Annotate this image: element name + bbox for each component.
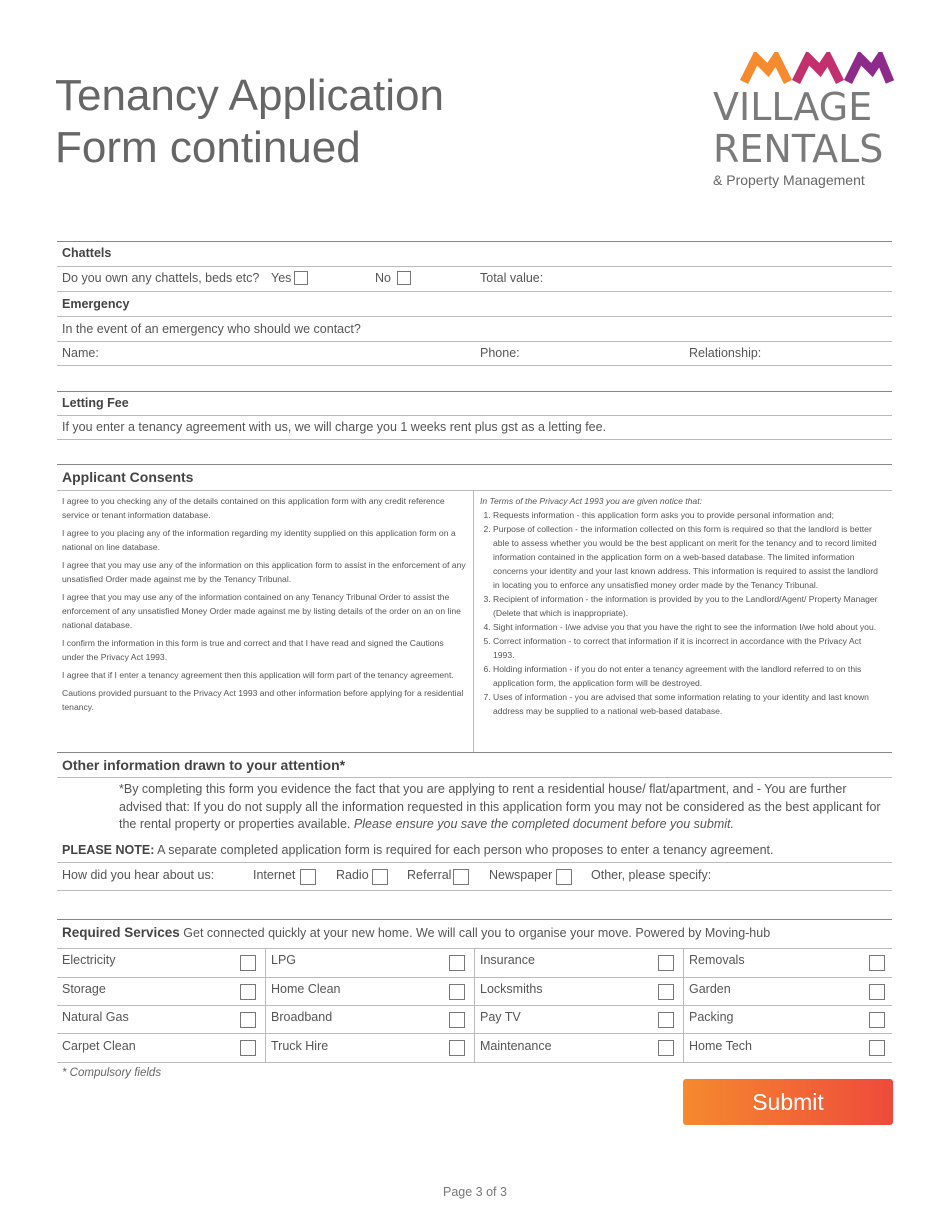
service-home-tech-checkbox[interactable] bbox=[869, 1040, 885, 1056]
please-note-text: A separate completed application form is required for each person who proposes to enter a tenancy agreement. bbox=[157, 843, 774, 857]
service-label: Garden bbox=[689, 982, 731, 996]
service-label: Storage bbox=[62, 982, 106, 996]
consent-item: I agree that you may use any of the information contained on any Tenancy Tribunal Order to assist the enforcement of any unsatisfied Money Order made against me by listing details of the order on an on line national database. bbox=[62, 592, 461, 630]
divider bbox=[57, 464, 892, 465]
divider bbox=[57, 919, 892, 920]
service-label: Removals bbox=[689, 953, 745, 967]
service-label: Natural Gas bbox=[62, 1010, 129, 1024]
divider bbox=[57, 862, 892, 863]
emergency-phone-input[interactable] bbox=[520, 343, 680, 363]
divider bbox=[57, 316, 892, 317]
other-info-heading: Other information drawn to your attention* bbox=[62, 757, 346, 773]
divider bbox=[57, 391, 892, 392]
emergency-relationship-label: Relationship: bbox=[689, 346, 762, 360]
privacy-notice bbox=[480, 494, 885, 718]
service-insurance-checkbox[interactable] bbox=[658, 955, 674, 971]
page-title-line1: Tenancy Application bbox=[55, 71, 444, 120]
page-title-line2: Form continued bbox=[55, 123, 361, 172]
page-title bbox=[55, 70, 444, 174]
divider bbox=[57, 977, 892, 978]
service-label: Electricity bbox=[62, 953, 116, 967]
divider bbox=[57, 439, 892, 440]
service-natural-gas-checkbox[interactable] bbox=[240, 1012, 256, 1028]
service-maintenance-checkbox[interactable] bbox=[658, 1040, 674, 1056]
service-label: Home Tech bbox=[689, 1039, 752, 1053]
please-note bbox=[62, 843, 774, 857]
emergency-name-input[interactable] bbox=[100, 343, 470, 363]
privacy-item: 4. Sight information - I/we advise you that you have the right to see the information I/we hold about you. bbox=[493, 620, 885, 634]
divider bbox=[57, 1062, 892, 1063]
service-packing-checkbox[interactable] bbox=[869, 1012, 885, 1028]
service-garden-checkbox[interactable] bbox=[869, 984, 885, 1000]
divider bbox=[57, 365, 892, 366]
privacy-item: 7. Uses of information - you are advised that some information relating to your identity and last known address may be supplied to a national web-based database. bbox=[493, 690, 885, 718]
required-services-header bbox=[62, 925, 770, 940]
divider bbox=[57, 266, 892, 267]
divider bbox=[57, 1005, 892, 1006]
service-label: Packing bbox=[689, 1010, 734, 1024]
consents-list bbox=[62, 494, 467, 718]
chattels-question: Do you own any chattels, beds etc? bbox=[62, 271, 260, 285]
emergency-heading: Emergency bbox=[62, 297, 130, 311]
divider bbox=[57, 341, 892, 342]
page-number: Page 3 of 3 bbox=[443, 1185, 507, 1199]
chattels-heading: Chattels bbox=[62, 246, 112, 260]
divider bbox=[57, 777, 892, 778]
hear-internet-label: Internet bbox=[253, 868, 296, 882]
consent-item: I agree that if I enter a tenancy agreement then this application will form part of the tenancy agreement. bbox=[62, 670, 454, 680]
divider bbox=[57, 890, 892, 891]
emergency-phone-label: Phone: bbox=[480, 346, 520, 360]
hear-radio-checkbox[interactable] bbox=[372, 869, 388, 885]
service-label: Locksmiths bbox=[480, 982, 543, 996]
service-truck-hire-checkbox[interactable] bbox=[449, 1040, 465, 1056]
emergency-question: In the event of an emergency who should we contact? bbox=[62, 322, 361, 336]
chattels-yes-checkbox[interactable] bbox=[294, 271, 308, 285]
service-label: LPG bbox=[271, 953, 297, 967]
chattels-no-label: No bbox=[375, 271, 391, 285]
service-locksmiths-checkbox[interactable] bbox=[658, 984, 674, 1000]
privacy-item: 1. Requests information - this application form asks you to provide personal information and; bbox=[493, 508, 885, 522]
hear-internet-checkbox[interactable] bbox=[300, 869, 316, 885]
service-label: Insurance bbox=[480, 953, 535, 967]
service-label: Home Clean bbox=[271, 982, 341, 996]
service-lpg-checkbox[interactable] bbox=[449, 955, 465, 971]
divider bbox=[57, 241, 892, 242]
column-divider bbox=[473, 490, 474, 752]
company-logo bbox=[705, 52, 900, 192]
required-services-subtext: Get connected quickly at your new home. We will call you to organise your move. Powered by Moving-hub bbox=[183, 926, 771, 940]
consent-item: I agree to you placing any of the information regarding my identity supplied on this application form on a national on line database. bbox=[62, 528, 456, 552]
service-label: Broadband bbox=[271, 1010, 333, 1024]
emergency-name-label: Name: bbox=[62, 346, 99, 360]
service-broadband-checkbox[interactable] bbox=[449, 1012, 465, 1028]
service-pay-tv-checkbox[interactable] bbox=[658, 1012, 674, 1028]
consent-item: I confirm the information in this form is true and correct and that I have read and signed the Cautions under the Privacy Act 1993. bbox=[62, 638, 444, 662]
service-storage-checkbox[interactable] bbox=[240, 984, 256, 1000]
logo-word-rentals: RENTALS bbox=[713, 127, 884, 171]
roof-icon bbox=[740, 52, 930, 88]
save-reminder: Please ensure you save the completed document before you submit. bbox=[353, 817, 734, 831]
logo-word-village: VILLAGE bbox=[713, 85, 873, 129]
logo-subtitle: & Property Management bbox=[713, 172, 865, 188]
letting-fee-text: If you enter a tenancy agreement with us, we will charge you 1 weeks rent plus gst as a letting fee. bbox=[62, 420, 607, 434]
divider bbox=[57, 490, 892, 491]
other-info-text: *By completing this form you evidence the fact that you are applying to rent a residential house/ flat/apartment, and - You are further advised that: If you do not supply all the information requested in this application form you may not be considered as the best applicant for the rental property or properties available. bbox=[119, 782, 881, 831]
privacy-item: 2. Purpose of collection - the information collected on this form is required so that the landlord is better able to assess whether you would be the best applicant on merit for the tenancy and to record limited information contained in the application form on a web-based database. The limited information concerns your identity and your last known address. This information is required to assist the landlord in locating you to enforce any unsatisfied money order made by the Tenancy Tribunal. bbox=[493, 522, 885, 592]
other-specify-label: Other, please specify: bbox=[591, 868, 712, 882]
divider bbox=[57, 291, 892, 292]
divider bbox=[57, 1033, 892, 1034]
emergency-relationship-input[interactable] bbox=[765, 343, 890, 363]
consent-item: Cautions provided pursuant to the Privacy Act 1993 and other information before applying for a residential tenancy. bbox=[62, 688, 464, 712]
total-value-input[interactable] bbox=[545, 268, 890, 288]
consents-heading: Applicant Consents bbox=[62, 469, 194, 485]
submit-button[interactable]: Submit bbox=[683, 1079, 893, 1125]
service-carpet-clean-checkbox[interactable] bbox=[240, 1040, 256, 1056]
service-label: Carpet Clean bbox=[62, 1039, 136, 1053]
hear-about-label: How did you hear about us: bbox=[62, 868, 215, 882]
privacy-item: 3. Recipient of information - the information is provided by you to the Landlord/Agent/ Property Manager (Delete that which is inappropriate). bbox=[493, 592, 885, 620]
consent-item: I agree to you checking any of the details contained on this application form with any credit reference service or tenant information database. bbox=[62, 496, 445, 520]
service-removals-checkbox[interactable] bbox=[869, 955, 885, 971]
hear-newspaper-label: Newspaper bbox=[489, 868, 553, 882]
hear-referral-checkbox[interactable] bbox=[453, 869, 469, 885]
service-label: Maintenance bbox=[480, 1039, 552, 1053]
other-info-paragraph bbox=[119, 781, 889, 834]
privacy-item: 5. Correct information - to correct that information if it is incorrect in accordance with the Privacy Act 1993. bbox=[493, 634, 885, 662]
letting-fee-heading: Letting Fee bbox=[62, 396, 129, 410]
compulsory-note: * Compulsory fields bbox=[62, 1067, 162, 1079]
hear-newspaper-checkbox[interactable] bbox=[556, 869, 572, 885]
service-electricity-checkbox[interactable] bbox=[240, 955, 256, 971]
please-note-label: PLEASE NOTE: bbox=[62, 843, 155, 857]
required-services-heading: Required Services bbox=[62, 925, 180, 940]
divider bbox=[57, 415, 892, 416]
consent-item: I agree that you may use any of the information on this application form to assist in the enforcement of any unsatisfied Order made against me by the Tenancy Tribunal. bbox=[62, 560, 466, 584]
divider bbox=[57, 752, 892, 753]
chattels-yes-label: Yes bbox=[271, 271, 292, 285]
service-home-clean-checkbox[interactable] bbox=[449, 984, 465, 1000]
other-specify-input[interactable] bbox=[710, 865, 890, 887]
hear-referral-label: Referral bbox=[407, 868, 452, 882]
privacy-item: 6. Holding information - if you do not enter a tenancy agreement with the landlord referred to on this application form, the application form will be destroyed. bbox=[493, 662, 885, 690]
chattels-no-checkbox[interactable] bbox=[397, 271, 411, 285]
privacy-intro: In Terms of the Privacy Act 1993 you are given notice that: bbox=[480, 496, 702, 506]
hear-radio-label: Radio bbox=[336, 868, 369, 882]
total-value-label: Total value: bbox=[480, 271, 544, 285]
service-label: Pay TV bbox=[480, 1010, 521, 1024]
service-label: Truck Hire bbox=[271, 1039, 329, 1053]
